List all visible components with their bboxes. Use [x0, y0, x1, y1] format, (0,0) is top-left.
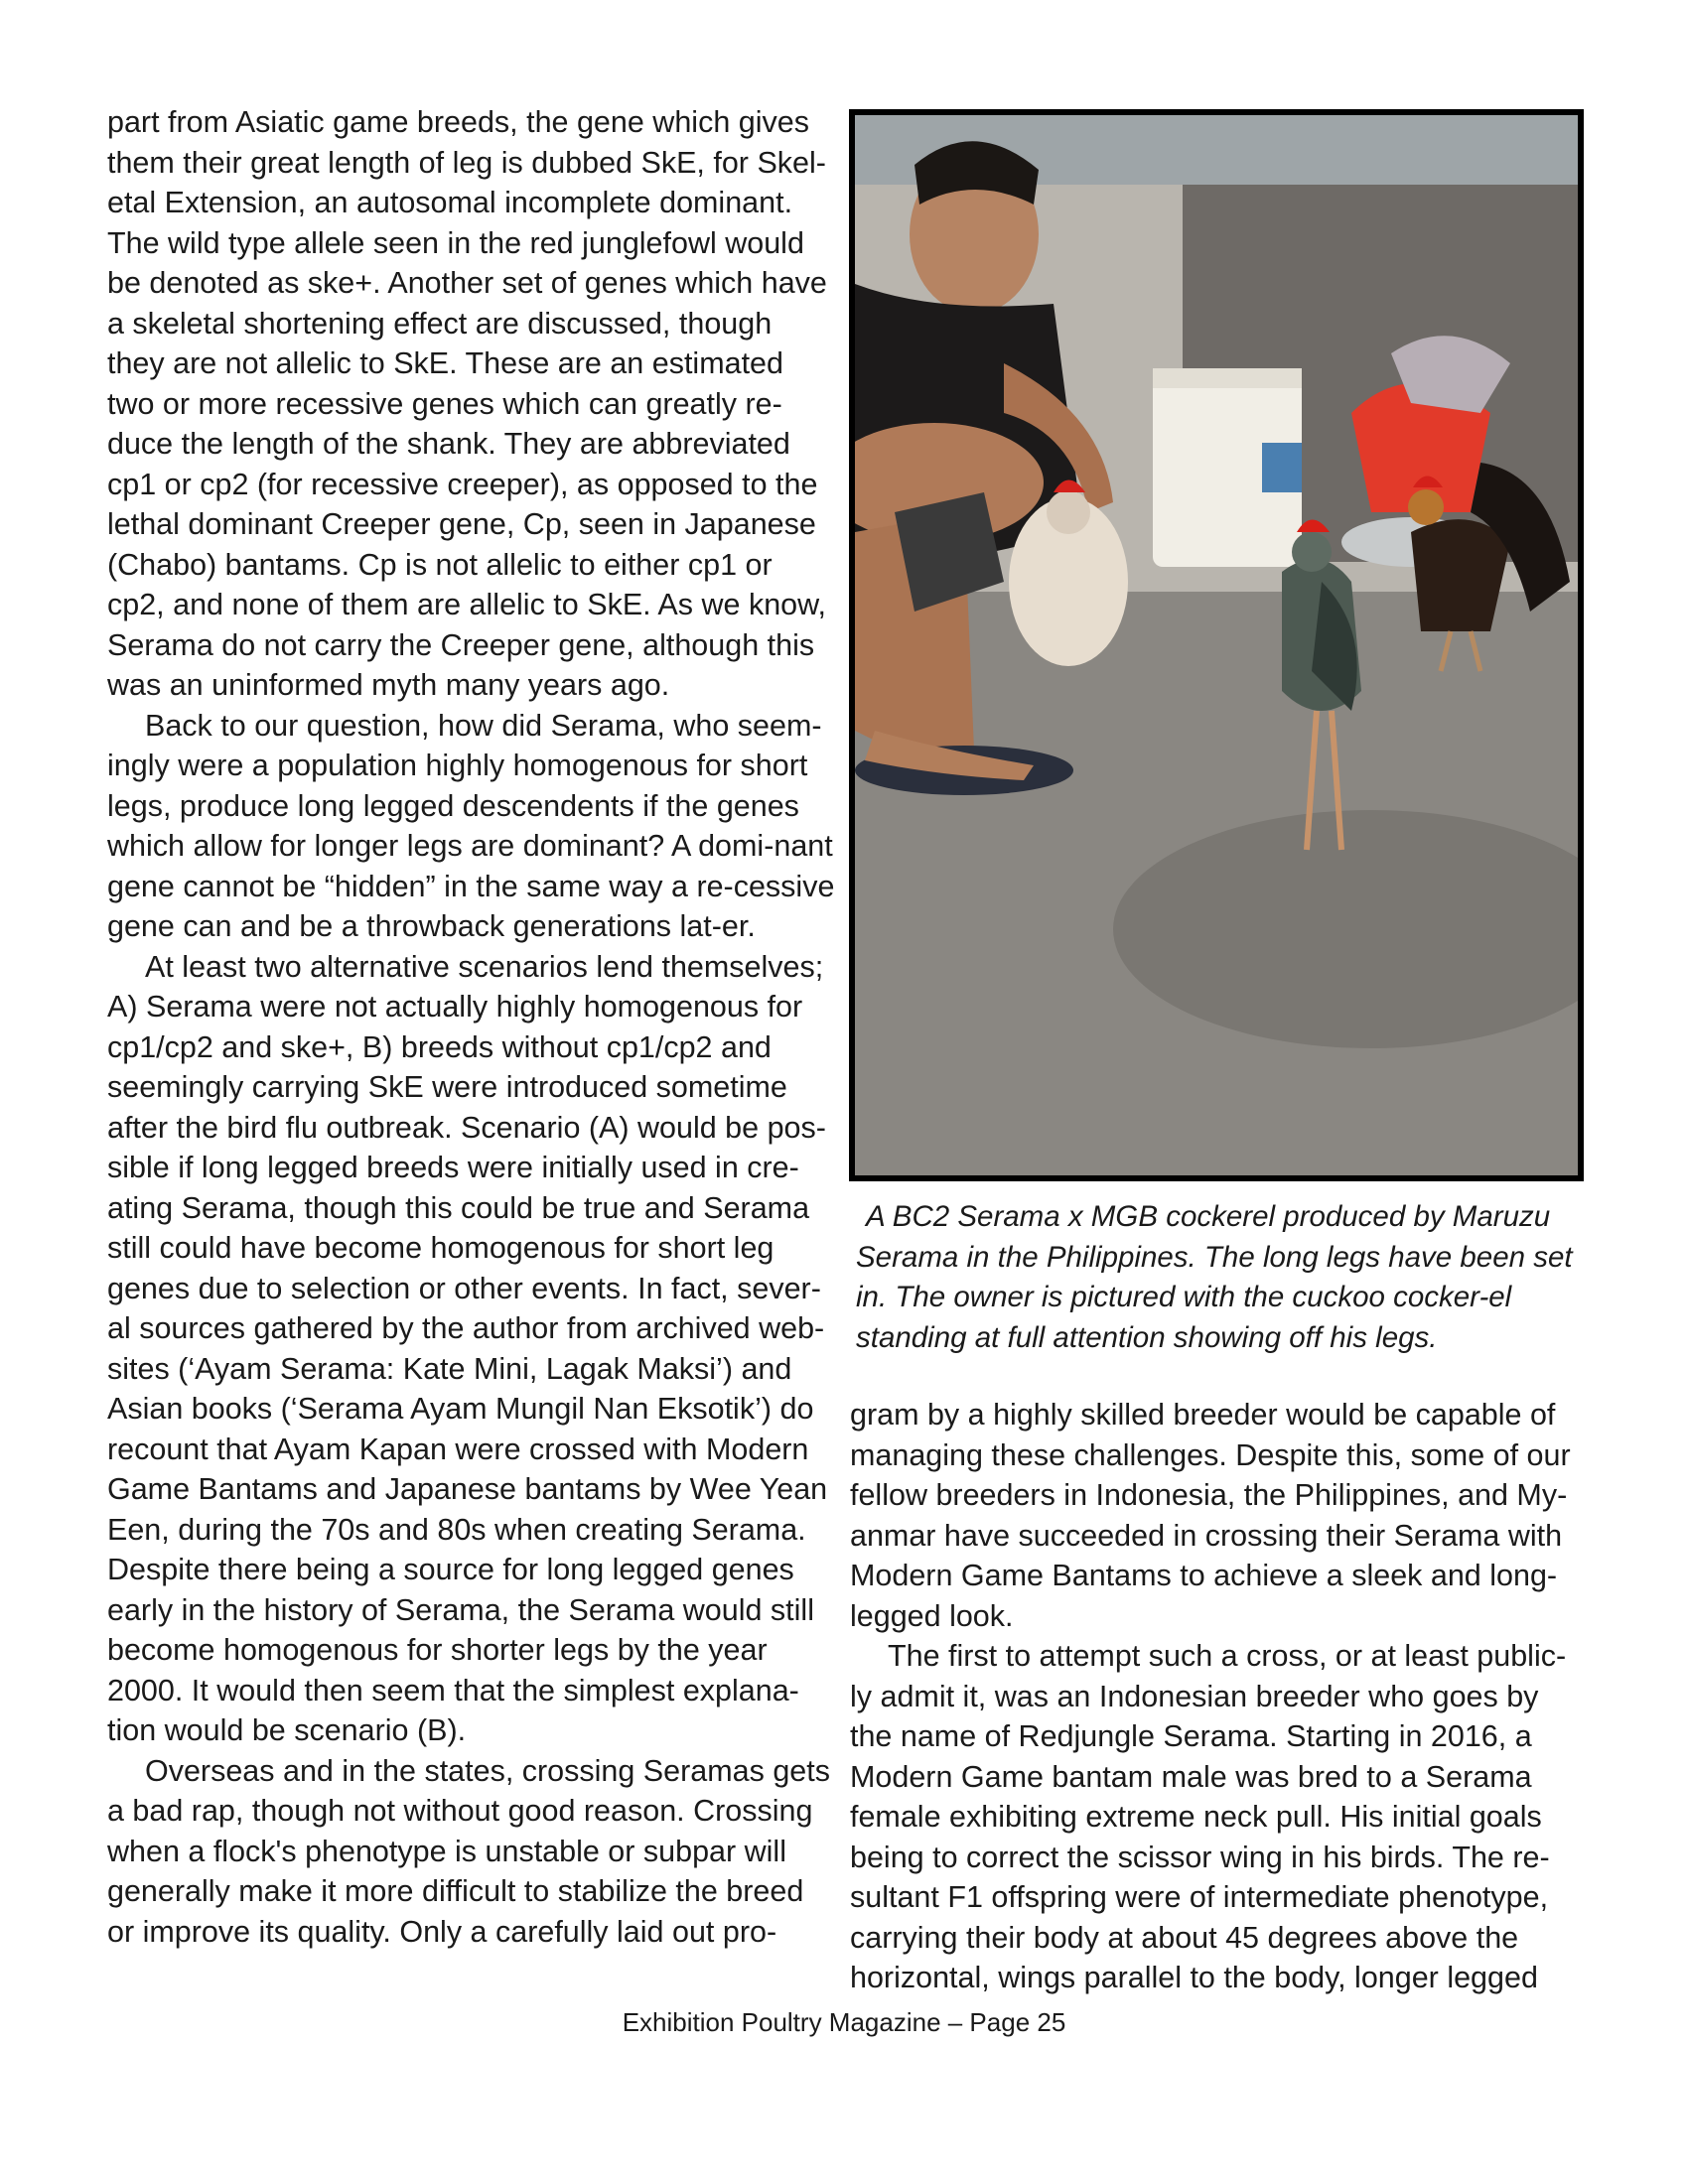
paragraph: part from Asiatic game breeds, the gene which gives them their great length of leg is dubbed SkE, for Skel-etal Extension, an autosomal incomplete dominant. The wild type allele seen in the red junglefowl would be denoted as ske+. Another set of genes which have a skeletal shortening effect are discussed, though they are not allelic to SkE. These are an estimated two or more recessive genes which can greatly re-duce the length of the shank. They are abbreviated cp1 or cp2 (for recessive creeper), as opposed to the lethal dominant Creeper gene, Cp, seen in Japanese (Chabo) bantams. Cp is not allelic to either cp1 or cp2, and none of them are allelic to SkE. As we know, Serama do not carry the Creeper gene, although this was an uninformed myth many years ago. — [107, 105, 827, 702]
paragraph: The first to attempt such a cross, or at least public-ly admit it, was an Indonesian breeder who goes by the name of Redjungle Serama. Starting in 2016, a Modern Game bantam male was bred to a Serama female exhibiting extreme neck pull. His initial goals being to correct the scissor wing in his birds. The re-sultant F1 offspring were of intermediate phenotype, carrying their body at about 45 degrees above the horizontal, wings parallel to the body, longer legged — [850, 1639, 1567, 1994]
paragraph: Overseas and in the states, crossing Seramas gets a bad rap, though not without good reason. Crossing when a flock's phenotype is unstable or subpar will generally make it more difficult to stabilize the breed or improve its quality. Only a carefully laid out pro- — [107, 1753, 830, 1949]
paragraph: gram by a highly skilled breeder would be capable of managing these challenges. Despite this, some of our fellow breeders in Indonesia, the Philippines, and My-anmar have succeeded in crossing their Serama with Modern Game Bantams to achieve a sleek and long-legged look. — [850, 1398, 1571, 1633]
article-photo — [849, 109, 1584, 1181]
paragraph: Back to our question, how did Serama, who seem-ingly were a population highly homogenous for short legs, produce long legged descendents if the genes which allow for longer legs are dominant? A domi-nant gene cannot be “hidden” in the same way a re-cessive gene can and be a throwback generations lat-er. — [107, 708, 835, 943]
page-footer: Exhibition Poultry Magazine – Page 25 — [622, 2007, 1066, 2037]
left-text-column — [107, 102, 837, 1952]
photo-caption: A BC2 Serama x MGB cockerel produced by Maruzu Serama in the Philippines. The long legs have been set in. The owner is pictured with the cuckoo cocker-el standing at full attention showing off his legs. — [856, 1200, 1573, 1354]
paragraph: At least two alternative scenarios lend themselves; A) Serama were not actually highly homogenous for cp1/cp2 and ske+, B) breeds without cp1/cp2 and seemingly carrying SkE were introduced sometime after the bird flu outbreak. Scenario (A) would be pos-sible if long legged breeds were initially used in cre-ating Serama, though this could be true and Serama still could have become homogenous for short leg genes due to selection or other events. In fact, sever-al sources gathered by the author from archived web-sites (‘Ayam Serama: Kate Mini, Lagak Maksi’) and Asian books (‘Serama Ayam Mungil Nan Eksotik’) do recount that Ayam Kapan were crossed with Modern Game Bantams and Japanese bantams by Wee Yean Een, during the 70s and 80s when creating Serama. Despite there being a source for long legged genes early in the history of Serama, the Serama would still become homogenous for shorter legs by the year 2000. It would then seem that the simplest explana-tion would be scenario (B). — [107, 949, 828, 1747]
right-text-column — [850, 1395, 1585, 1998]
